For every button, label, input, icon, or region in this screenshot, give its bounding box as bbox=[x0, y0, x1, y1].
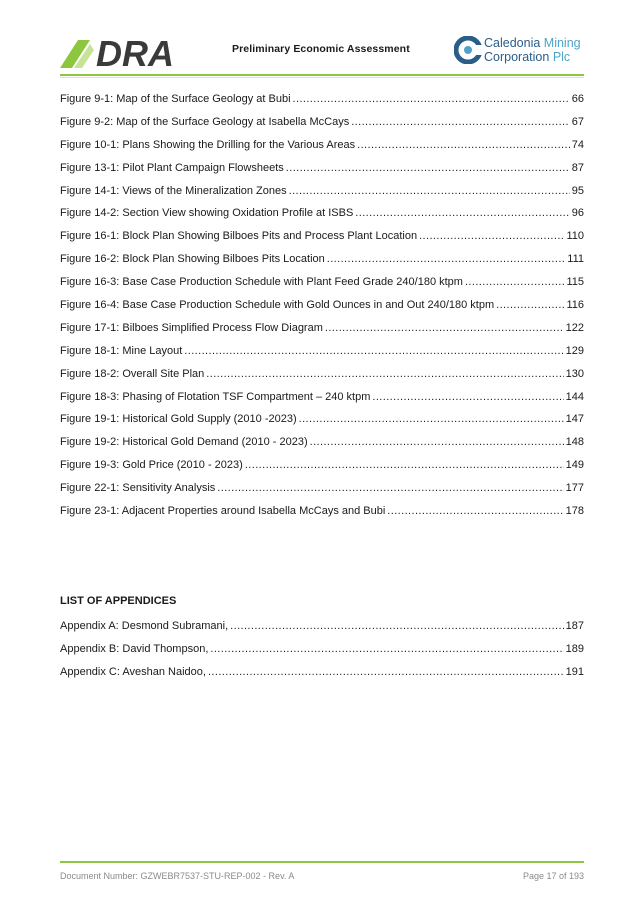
appendix-entry[interactable] bbox=[60, 620, 584, 643]
dra-logo bbox=[60, 34, 198, 68]
toc-entry-page: 74 bbox=[571, 138, 584, 151]
caledonia-word: Caledonia bbox=[484, 36, 541, 50]
toc-entry-label: Figure 16-3: Base Case Production Schedule with Plant Feed Grade 240/180 ktpm bbox=[60, 276, 463, 289]
toc-leader-dots bbox=[286, 162, 570, 174]
toc-entry[interactable] bbox=[60, 482, 584, 505]
toc-entry[interactable] bbox=[60, 391, 584, 414]
header-divider-shadow bbox=[60, 77, 584, 78]
toc-leader-dots bbox=[325, 322, 564, 334]
toc-entry-page: 177 bbox=[565, 482, 584, 495]
footer-divider bbox=[60, 861, 584, 863]
toc-entry-label: Figure 16-4: Base Case Production Schedule with Gold Ounces in and Out 240/180 ktpm bbox=[60, 299, 495, 312]
toc-entry-label: Figure 16-2: Block Plan Showing Bilboes Pits Location bbox=[60, 253, 325, 266]
toc-entry-label: Figure 9-1: Map of the Surface Geology at Bubi bbox=[60, 93, 291, 105]
toc-entry[interactable] bbox=[60, 459, 584, 482]
appendix-entry[interactable] bbox=[60, 666, 584, 689]
list-of-appendices bbox=[60, 620, 584, 689]
toc-entry-page: 96 bbox=[571, 207, 584, 220]
toc-entry[interactable] bbox=[60, 368, 584, 391]
toc-entry-label: Figure 18-3: Phasing of Flotation TSF Compartment – 240 ktpm bbox=[60, 390, 371, 403]
toc-entry[interactable] bbox=[60, 93, 584, 116]
appendix-entry[interactable] bbox=[60, 643, 584, 666]
page-header bbox=[60, 26, 584, 78]
toc-entry-page: 95 bbox=[571, 184, 584, 197]
corporation-word: Corporation bbox=[484, 50, 550, 64]
toc-leader-dots bbox=[357, 139, 570, 151]
document-title: Preliminary Economic Assessment bbox=[232, 43, 410, 55]
toc-entry-label: Figure 13-1: Pilot Plant Campaign Flowsheets bbox=[60, 161, 284, 174]
document-number: Document Number: GZWEBR7537-STU-REP-002 - Rev. A bbox=[60, 871, 295, 881]
appendix-entry-page: 189 bbox=[565, 642, 584, 655]
toc-entry[interactable] bbox=[60, 436, 584, 459]
appendix-entry-label: Appendix C: Aveshan Naidoo, bbox=[60, 665, 206, 678]
caledonia-emblem-icon bbox=[454, 36, 482, 64]
toc-entry-label: Figure 18-2: Overall Site Plan bbox=[60, 367, 205, 380]
appendix-entry-page: 191 bbox=[565, 665, 584, 678]
toc-entry[interactable] bbox=[60, 207, 584, 230]
toc-entry[interactable] bbox=[60, 253, 584, 276]
toc-leader-dots bbox=[372, 391, 563, 403]
toc-leader-dots bbox=[293, 93, 570, 105]
header-divider bbox=[60, 74, 584, 76]
toc-leader-dots bbox=[465, 276, 564, 288]
toc-entry[interactable] bbox=[60, 413, 584, 436]
toc-entry-label: Figure 23-1: Adjacent Properties around Isabella McCays and Bubi bbox=[60, 505, 386, 518]
toc-entry-page: 111 bbox=[567, 253, 584, 266]
toc-leader-dots bbox=[327, 253, 566, 265]
appendix-entry-page: 187 bbox=[565, 620, 584, 632]
toc-entry-label: Figure 9-2: Map of the Surface Geology at Isabella McCays bbox=[60, 115, 350, 128]
toc-entry-label: Figure 19-2: Historical Gold Demand (2010 - 2023) bbox=[60, 436, 308, 449]
toc-entry[interactable] bbox=[60, 139, 584, 162]
toc-leader-dots bbox=[210, 643, 563, 655]
toc-entry-page: 129 bbox=[565, 344, 584, 357]
toc-entry-page: 178 bbox=[565, 505, 584, 518]
dra-logo-text: DRA bbox=[96, 34, 174, 68]
toc-entry-page: 148 bbox=[565, 436, 584, 449]
page-number: Page 17 of 193 bbox=[522, 871, 584, 881]
toc-entry-page: 87 bbox=[571, 161, 584, 174]
toc-entry-page: 122 bbox=[565, 321, 584, 334]
toc-entry[interactable] bbox=[60, 322, 584, 345]
toc-entry[interactable] bbox=[60, 230, 584, 253]
toc-leader-dots bbox=[496, 299, 564, 311]
toc-entry[interactable] bbox=[60, 185, 584, 208]
toc-entry-label: Figure 19-1: Historical Gold Supply (2010 -2023) bbox=[60, 413, 297, 426]
toc-entry-label: Figure 14-2: Section View showing Oxidation Profile at ISBS bbox=[60, 207, 354, 220]
appendix-entry-label: Appendix A: Desmond Subramani, bbox=[60, 620, 229, 632]
toc-entry-label: Figure 18-1: Mine Layout bbox=[60, 344, 183, 357]
toc-entry-page: 110 bbox=[566, 230, 584, 243]
toc-leader-dots bbox=[208, 666, 564, 678]
toc-entry[interactable] bbox=[60, 276, 584, 299]
toc-entry-label: Figure 16-1: Block Plan Showing Bilboes Pits and Process Plant Location bbox=[60, 230, 418, 243]
toc-leader-dots bbox=[184, 345, 563, 357]
toc-leader-dots bbox=[289, 185, 570, 197]
appendices-heading: LIST OF APPENDICES bbox=[60, 595, 177, 607]
toc-entry[interactable] bbox=[60, 505, 584, 528]
toc-leader-dots bbox=[355, 207, 569, 219]
toc-leader-dots bbox=[206, 368, 563, 380]
toc-leader-dots bbox=[217, 482, 563, 494]
toc-entry-label: Figure 17-1: Bilboes Simplified Process Flow Diagram bbox=[60, 321, 323, 334]
toc-entry-page: 66 bbox=[571, 93, 584, 105]
toc-entry-page: 147 bbox=[565, 413, 584, 426]
caledonia-logo bbox=[454, 32, 584, 68]
mining-word: Mining bbox=[543, 36, 581, 50]
list-of-figures bbox=[60, 93, 584, 528]
toc-entry-label: Figure 10-1: Plans Showing the Drilling for the Various Areas bbox=[60, 138, 356, 151]
toc-entry-page: 116 bbox=[566, 299, 584, 312]
toc-entry-label: Figure 14-1: Views of the Mineralization Zones bbox=[60, 184, 287, 197]
toc-entry-page: 144 bbox=[565, 390, 584, 403]
appendix-entry-label: Appendix B: David Thompson, bbox=[60, 642, 209, 655]
toc-entry[interactable] bbox=[60, 162, 584, 185]
toc-entry-label: Figure 19-3: Gold Price (2010 - 2023) bbox=[60, 459, 243, 472]
toc-entry-page: 149 bbox=[565, 459, 584, 472]
toc-entry-page: 67 bbox=[571, 115, 584, 128]
toc-entry-page: 130 bbox=[565, 367, 584, 380]
toc-entry[interactable] bbox=[60, 345, 584, 368]
toc-leader-dots bbox=[245, 459, 564, 471]
toc-entry[interactable] bbox=[60, 299, 584, 322]
toc-leader-dots bbox=[299, 413, 564, 425]
toc-leader-dots bbox=[310, 436, 564, 448]
toc-leader-dots bbox=[351, 116, 570, 128]
toc-leader-dots bbox=[387, 505, 563, 517]
toc-leader-dots bbox=[419, 230, 564, 242]
toc-entry[interactable] bbox=[60, 116, 584, 139]
toc-entry-label: Figure 22-1: Sensitivity Analysis bbox=[60, 482, 216, 495]
toc-leader-dots bbox=[230, 620, 563, 632]
plc-word: Plc bbox=[552, 50, 571, 64]
toc-entry-page: 115 bbox=[566, 276, 584, 289]
